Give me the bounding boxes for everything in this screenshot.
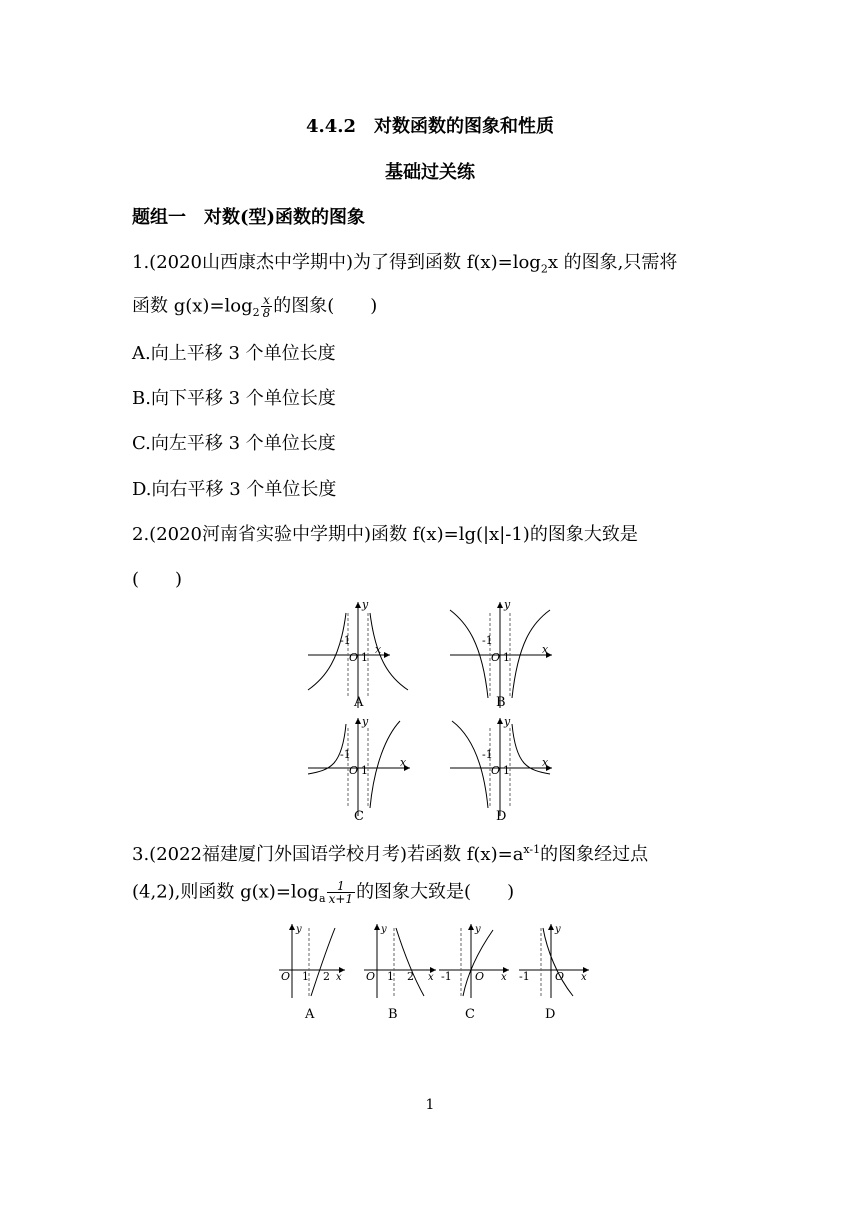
q1-option-c: C.向左平移 3 个单位长度: [132, 433, 336, 454]
svg-text:O: O: [491, 764, 501, 777]
svg-text:O: O: [555, 970, 565, 983]
svg-text:C: C: [354, 809, 364, 824]
svg-text:O: O: [491, 651, 501, 664]
svg-text:y: y: [504, 715, 511, 728]
page-title: 4.4.2 对数函数的图象和性质: [305, 116, 555, 137]
q1-fraction: $\frac{x}{8}$: [262, 293, 271, 320]
q3-graph-c: [439, 924, 509, 1022]
q2-line1: 2.(2020河南省实验中学期中)函数 f(x)=lg(|x|-1)的图象大致是: [132, 524, 638, 545]
svg-text:O: O: [475, 970, 485, 983]
q3-line1: 3.(2022福建厦门外国语学校月考)若函数 $f(x)=a^{x-1}$的图象经过点: [132, 843, 649, 865]
svg-text:C: C: [465, 1007, 475, 1022]
q1-line2: 函数 $g(x)=\log_2$ $\frac{x}{8}$ 的图象( ): [132, 293, 378, 320]
q3-fraction: $\frac{1}{x+1}$: [328, 879, 354, 906]
svg-text:-1: -1: [519, 970, 530, 983]
group-heading: 题组一 对数(型)函数的图象: [132, 207, 366, 228]
svg-text:B: B: [496, 695, 506, 710]
q3-graph-d: [519, 924, 589, 1022]
q2-graph-b: [450, 598, 552, 710]
svg-text:x: x: [501, 972, 507, 983]
q2-line2: ( ): [132, 569, 183, 590]
svg-text:2: 2: [407, 970, 414, 983]
svg-text:x: x: [428, 972, 434, 983]
svg-text:y: y: [555, 924, 561, 935]
svg-text:1: 1: [302, 970, 309, 983]
svg-text:x: x: [542, 756, 549, 769]
svg-text:O: O: [366, 970, 376, 983]
svg-text:y: y: [381, 924, 387, 935]
origin-label: O: [349, 651, 359, 664]
q1-option-d: D.向右平移 3 个单位长度: [132, 479, 337, 500]
q3-graph-a: [279, 924, 345, 1022]
q2-graph-d: [450, 715, 552, 824]
q2-graphs: [300, 598, 560, 828]
tick-label: -1: [340, 634, 351, 647]
q2-graph-c: [308, 715, 410, 824]
page-number: 1: [425, 1097, 435, 1113]
svg-text:1: 1: [503, 764, 510, 777]
svg-text:y: y: [362, 715, 369, 728]
svg-text:y: y: [296, 924, 302, 935]
x-axis-label: x: [375, 643, 382, 656]
q3-graphs: [275, 918, 595, 1028]
graph-label: A: [354, 695, 364, 710]
q2-graph-a: [308, 598, 408, 710]
svg-text:1: 1: [361, 764, 368, 777]
svg-text:y: y: [504, 598, 511, 611]
svg-text:x: x: [581, 972, 587, 983]
q3-line2: (4,2),则函数 $g(x)=\log_a$ $\frac{1}{x+1}$ 的图象大致是( ): [132, 879, 515, 906]
svg-text:1: 1: [387, 970, 394, 983]
q3-graph-b: [364, 924, 436, 1022]
svg-text:B: B: [388, 1007, 398, 1022]
q1-line1: 1.(2020山西康杰中学期中)为了得到函数 $f(x)=\log_2x$ 的图象,只需将: [132, 252, 678, 276]
svg-text:-1: -1: [482, 634, 493, 647]
y-axis-label: y: [362, 598, 369, 611]
svg-text:x: x: [400, 756, 407, 769]
q1-option-b: B.向下平移 3 个单位长度: [132, 388, 336, 409]
svg-text:2: 2: [323, 970, 330, 983]
svg-text:x: x: [336, 972, 342, 983]
svg-text:x: x: [542, 643, 549, 656]
svg-text:1: 1: [503, 651, 510, 664]
svg-text:O: O: [349, 764, 359, 777]
section-subtitle: 基础过关练: [385, 162, 475, 183]
svg-text:-1: -1: [482, 748, 493, 761]
svg-text:O: O: [281, 970, 291, 983]
svg-text:-1: -1: [340, 748, 351, 761]
q1-option-a: A.向上平移 3 个单位长度: [132, 343, 336, 364]
svg-text:y: y: [475, 924, 481, 935]
svg-text:D: D: [496, 809, 507, 824]
svg-text:A: A: [305, 1007, 315, 1022]
tick-label: 1: [361, 651, 368, 664]
svg-text:D: D: [545, 1007, 556, 1022]
svg-text:-1: -1: [441, 970, 452, 983]
